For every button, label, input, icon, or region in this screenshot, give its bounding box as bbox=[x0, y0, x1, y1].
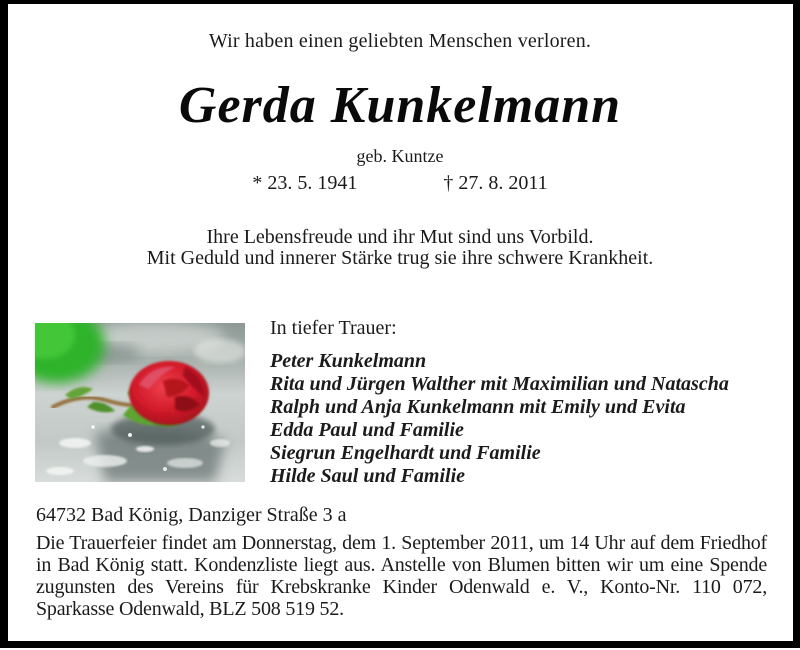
top-border-rule bbox=[0, 0, 800, 4]
mourner-entry: Rita und Jürgen Walther mit Maximilian und Natascha bbox=[270, 373, 729, 395]
mourner-entry: Hilde Saul und Familie bbox=[270, 465, 466, 487]
funeral-info-paragraph: Die Trauerfeier findet am Donnerstag, dem 1. September 2011, um 14 Uhr auf dem Friedhof in Bad König statt. Kondenzliste liegt aus. Anstelle von Blumen bitten wir um eine Spende zugunsten des Vereins für Krebskranke Kinder Odenwald e. V., Konto-Nr. 110 072, Sparkasse Odenwald, BLZ 508 519 52. bbox=[36, 532, 767, 620]
rose-photo-image bbox=[35, 323, 245, 482]
left-border-rule bbox=[0, 0, 8, 648]
mourning-heading: In tiefer Trauer: bbox=[270, 317, 397, 339]
mourning-section bbox=[270, 317, 729, 488]
maiden-name: geb. Kuntze bbox=[356, 146, 444, 166]
tribute-line-2: Mit Geduld und innerer Stärke trug sie ihre schwere Krankheit. bbox=[146, 247, 654, 269]
death-date: † 27. 8. 2011 bbox=[443, 172, 548, 194]
tribute-text bbox=[8, 227, 792, 269]
mourner-entry: Edda Paul und Familie bbox=[270, 419, 464, 441]
mourners-list bbox=[270, 350, 729, 488]
deceased-name: Gerda Kunkelmann bbox=[178, 77, 622, 134]
address-line: 64732 Bad König, Danziger Straße 3 a bbox=[36, 504, 347, 526]
bottom-border-rule bbox=[0, 641, 800, 648]
intro-line: Wir haben einen geliebten Menschen verloren. bbox=[208, 30, 592, 52]
birth-date: * 23. 5. 1941 bbox=[252, 172, 358, 194]
life-dates bbox=[8, 172, 792, 195]
mourner-entry: Ralph und Anja Kunkelmann mit Emily und Evita bbox=[270, 396, 686, 418]
tribute-line-1: Ihre Lebensfreude und ihr Mut sind uns Vorbild. bbox=[206, 226, 594, 248]
mourner-entry: Peter Kunkelmann bbox=[270, 350, 427, 372]
rose-photo bbox=[35, 323, 245, 482]
mourner-entry: Siegrun Engelhardt und Familie bbox=[270, 442, 541, 464]
right-border-rule bbox=[793, 0, 800, 648]
